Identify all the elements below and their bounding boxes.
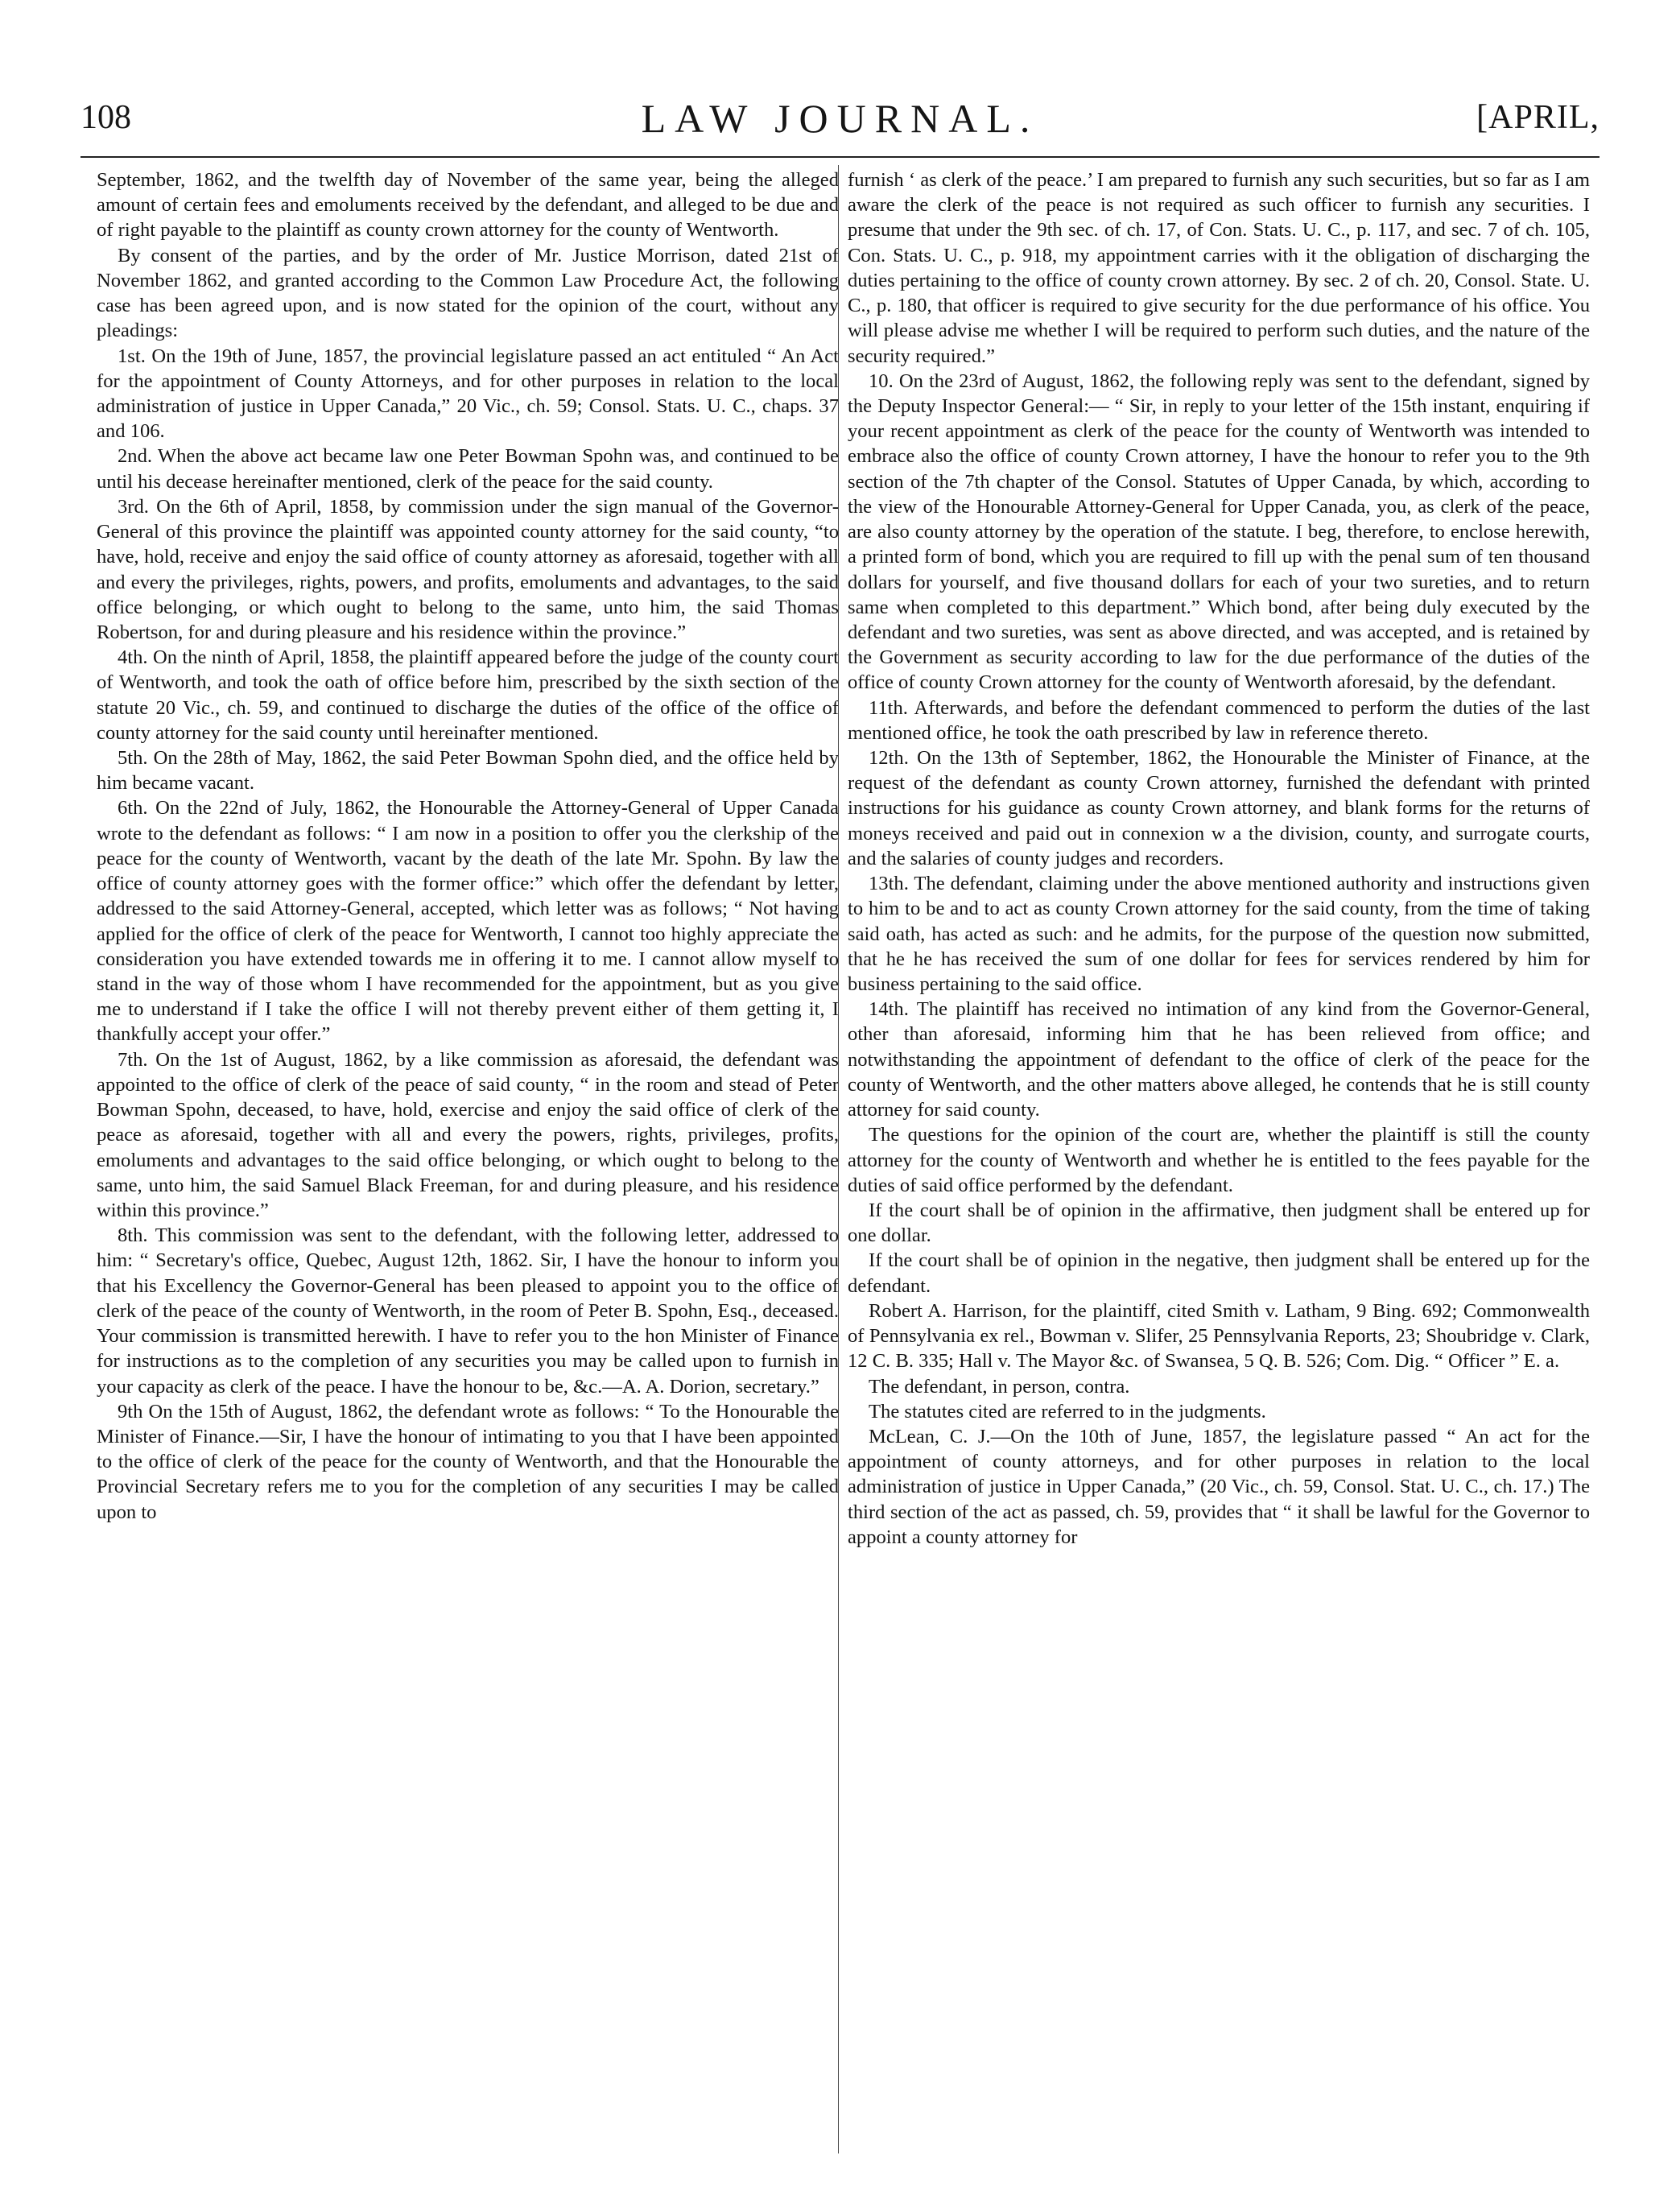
paragraph: If the court shall be of opinion in the negative, then judgment shall be entered up for the defendant. bbox=[848, 1249, 1590, 1297]
column-divider bbox=[838, 165, 839, 2153]
running-head: [APRIL, bbox=[1476, 99, 1600, 136]
paragraph: 14th. The plaintiff has received no intimation of any kind from the Governor-General, other than aforesaid, informing him that he has been relieved from office; and notwithstanding the appointment of defendant to the office of clerk of the peace for the county of Wentworth, and the other matters above alleged, he contends that he is still county attorney for said county. bbox=[848, 998, 1590, 1121]
left-column bbox=[97, 167, 839, 2156]
paragraph: The questions for the opinion of the court are, whether the plaintiff is still the county attorney for the county of Wentworth and whether he is entitled to the fees payable for the duties of said office performed by the defendant. bbox=[848, 1124, 1590, 1196]
page-number: 108 bbox=[80, 99, 131, 136]
paragraph: 1st. On the 19th of June, 1857, the provincial legislature passed an act entituled “ An Act for the appointment of County Attorneys, and for other purposes in relation to the local administration of justice in Upper Canada,” 20 Vic., ch. 59; Consol. Stats. U. C., chaps. 37 and 106. bbox=[97, 345, 839, 443]
paragraph: 13th. The defendant, claiming under the above mentioned authority and instructions given to him to be and to act as county Crown attorney for the said county, from the time of taking said oath, has acted as such: and he admits, for the purpose of the question now submitted, that he he has received the sum of one dollar for fees for services rendered by him for business pertaining to the said office. bbox=[848, 873, 1590, 995]
paragraph: 7th. On the 1st of August, 1862, by a like commission as aforesaid, the defendant was appointed to the office of clerk of the peace of said county, “ in the room and stead of Peter Bowman Spohn, deceased, to have, hold, exercise and enjoy the said office of clerk of the peace as aforesaid, together with all and every the powers, rights, privileges, profits, emoluments and advantages to the said office belonging, or which ought to belong to the same, unto him, the said Samuel Black Freeman, for and during pleasure, and his residence within this province.” bbox=[97, 1048, 839, 1221]
header-rule bbox=[80, 156, 1600, 158]
journal-title: LAW JOURNAL. bbox=[641, 96, 1039, 141]
paragraph: 3rd. On the 6th of April, 1858, by commission under the sign manual of the Governor-General of this province the plaintiff was appointed county attorney for the said county, “to have, hold, receive and enjoy the said office of county attorney as aforesaid, together with all and every the privileges, rights, powers, and profits, emoluments and advantages, to the said office belonging, or which ought to belong to the same, unto him, the said Thomas Robertson, for and during pleasure and his residence within the province.” bbox=[97, 495, 839, 643]
paragraph: 5th. On the 28th of May, 1862, the said Peter Bowman Spohn died, and the office held by him became vacant. bbox=[97, 747, 839, 795]
right-column bbox=[848, 167, 1590, 2156]
paragraph: If the court shall be of opinion in the affirmative, then judgment shall be entered up for one dollar. bbox=[848, 1199, 1590, 1247]
paragraph: 9th On the 15th of August, 1862, the defendant wrote as follows: “ To the Honourable the Minister of Finance.—Sir, I have the honour of intimating to you that I have been appointed to the office of clerk of the peace for the county of Wentworth, and that the Honourable the Provincial Secretary refers me to you for the completion of any securities I may be called upon to bbox=[97, 1400, 839, 1523]
paragraph: 11th. Afterwards, and before the defendant commenced to perform the duties of the last mentioned office, he took the oath prescribed by law in reference thereto. bbox=[848, 696, 1590, 744]
paragraph: 12th. On the 13th of September, 1862, the Honourable the Minister of Finance, at the request of the defendant as county Crown attorney, furnished the defendant with printed instructions for his guidance as county Crown attorney, and blank forms for the returns of moneys received and paid out in connexion w a the division, county, and surrogate courts, and the salaries of county judges and recorders. bbox=[848, 747, 1590, 869]
paragraph: 4th. On the ninth of April, 1858, the plaintiff appeared before the judge of the county court of Wentworth, and took the oath of office before him, prescribed by the sixth section of the statute 20 Vic., ch. 59, and continued to discharge the duties of the office of the office of county attorney for the said county until hereinafter mentioned. bbox=[97, 646, 839, 744]
paragraph: McLean, C. J.—On the 10th of June, 1857, the legislature passed “ An act for the appointment of county attorneys, and for other purposes in relation to the local administration of justice in Upper Canada,” (20 Vic., ch. 59, Consol. Stat. U. C., ch. 17.) The third section of the act as passed, ch. 59, provides that “ it shall be lawful for the Governor to appoint a county attorney for bbox=[848, 1425, 1590, 1548]
paragraph: September, 1862, and the twelfth day of November of the same year, being the alleged amount of certain fees and emoluments received by the defendant, and alleged to be due and of right payable to the plaintiff as county crown attorney for the county of Wentworth. bbox=[97, 169, 839, 242]
paragraph: 8th. This commission was sent to the defendant, with the following letter, addressed to him: “ Secretary's office, Quebec, August 12th, 1862. Sir, I have the honour to inform you that his Excellency the Governor-General has been pleased to appoint you to the office of clerk of the peace of the county of Wentworth, in the room of Peter B. Spohn, Esq., deceased. Your commission is transmitted herewith. I have to refer you to the hon Minister of Finance for instructions as to the completion of any securities you may be called upon to furnish in your capacity as clerk of the peace. I have the honour to be, &c.—A. A. Dorion, secretary.” bbox=[97, 1224, 839, 1398]
paragraph: 10. On the 23rd of August, 1862, the following reply was sent to the defendant, signed by the Deputy Inspector General:— “ Sir, in reply to your letter of the 15th instant, enquiring if your recent appointment as clerk of the peace for the county of Wentworth was intended to embrace also the office of county Crown attorney, I have the honour to refer you to the 9th section of the 7th chapter of the Consol. Statutes of Upper Canada, by which, according to the view of the Honourable Attorney-General for Upper Canada, you, as clerk of the peace, are also county attorney by the operation of the statute. I beg, therefore, to enclose herewith, a printed form of bond, which you are required to fill up with the penal sum of ten thousand dollars for yourself, and five thousand dollars for each of your two sureties, and to return same when completed to this department.” Which bond, after being duly executed by the defendant and two sureties, was sent as above directed, and was accepted, and is retained by the Government as security according to law for the due performance of the duties of the office of county Crown attorney for the county of Wentworth aforesaid, by the defendant. bbox=[848, 370, 1590, 694]
paragraph: furnish ‘ as clerk of the peace.’ I am prepared to furnish any such securities, but so far as I am aware the clerk of the peace is not required as such officer to furnish any securities. I presume that under the 9th sec. of ch. 17, of Con. Stats. U. C., p. 117, and sec. 7 of ch. 105, Con. Stats. U. C., p. 918, my appointment carries with it the obligation of discharging the duties pertaining to the office of county crown attorney. By sec. 2 of ch. 20, Consol. State. U. C., p. 180, that officer is required to give security for the due performance of his office. You will please advise me whether I will be required to perform such duties, and the nature of the security required.” bbox=[848, 169, 1590, 367]
paragraph: 2nd. When the above act became law one Peter Bowman Spohn was, and continued to be until his decease hereinafter mentioned, clerk of the peace for the said county. bbox=[97, 445, 839, 493]
paragraph: Robert A. Harrison, for the plaintiff, cited Smith v. Latham, 9 Bing. 692; Commonwealth of Pennsylvania ex rel., Bowman v. Slifer, 25 Pennsylvania Reports, 23; Shoubridge v. Clark, 12 C. B. 335; Hall v. The Mayor &c. of Swansea, 5 Q. B. 526; Com. Dig. “ Officer ” E. a. bbox=[848, 1299, 1590, 1373]
paragraph: The statutes cited are referred to in the judgments. bbox=[869, 1400, 1266, 1423]
paragraph: 6th. On the 22nd of July, 1862, the Honourable the Attorney-General of Upper Canada wrote to the defendant as follows: “ I am now in a position to offer you the clerkship of the peace for the county of Wentworth, vacant by the death of the late Mr. Spohn. By law the office of county attorney goes with the former office:” which offer the defendant by letter, addressed to the said Attorney-General, accepted, which letter was as follows; “ Not having applied for the office of clerk of the peace for Wentworth, I cannot too highly appreciate the consideration you have extended towards me in offering it to me. I cannot allow myself to stand in the way of those whom I have recommended for the appointment, but as you give me to understand if I take the office I will not thereby prevent either of them getting it, I thankfully accept your offer.” bbox=[97, 797, 839, 1046]
paragraph: By consent of the parties, and by the order of Mr. Justice Morrison, dated 21st of November 1862, and granted according to the Common Law Procedure Act, the following case has been agreed upon, and is now stated for the opinion of the court, without any pleadings: bbox=[97, 244, 839, 342]
paragraph: The defendant, in person, contra. bbox=[869, 1375, 1130, 1398]
page-header bbox=[80, 90, 1600, 163]
